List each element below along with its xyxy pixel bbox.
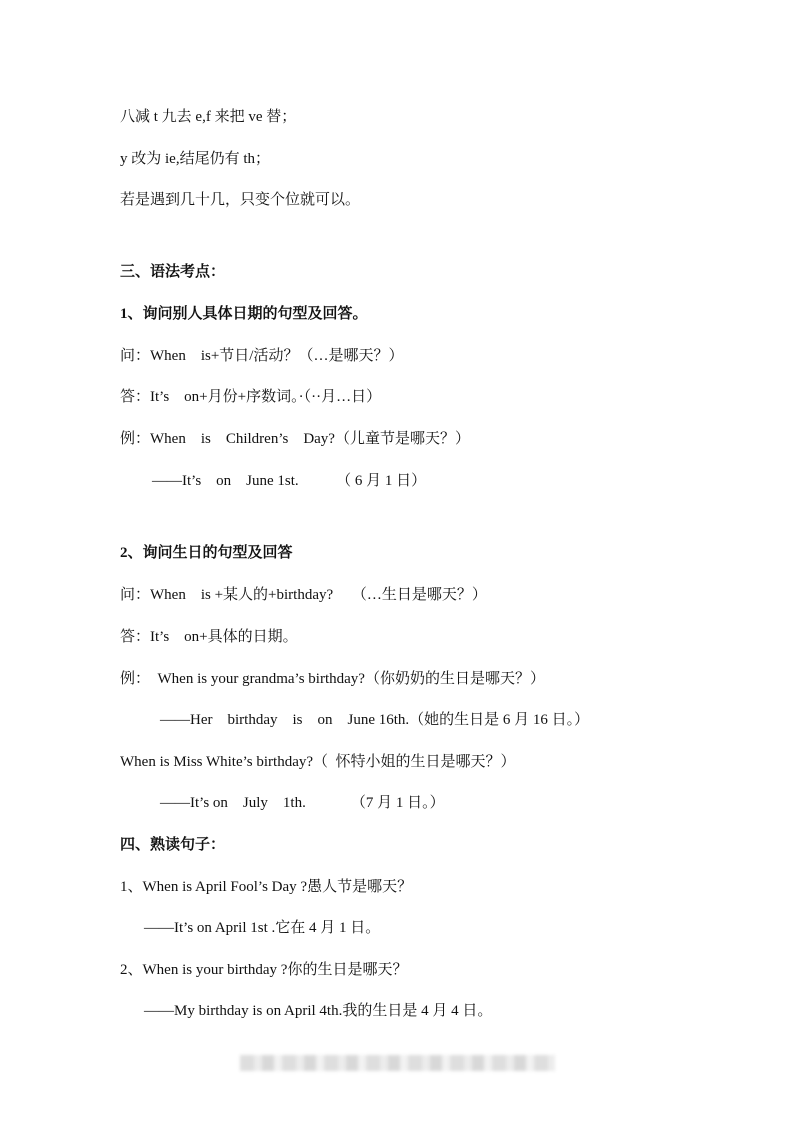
date-example-question: 例：When is Children’s Day?（儿童节是哪天？） [120,431,470,447]
sentence-1-answer: ——It’s on April 1st .它在 4 月 1 日。 [144,920,381,936]
subheading-date-question: 1、询问别人具体日期的句型及回答。 [120,306,368,322]
rule-line-3: 若是遇到几十几，只变个位就可以。 [120,192,361,208]
date-example-answer: ——It’s on June 1st. （ 6 月 1 日） [152,473,427,489]
birthday-question-pattern: 问：When is +某人的+birthday? （…生日是哪天？） [120,587,487,603]
sentence-2-question: 2、When is your birthday ?你的生日是哪天？ [120,962,408,978]
birthday-answer-pattern: 答：It’s on+具体的日期。 [120,629,298,645]
rule-line-1: 八减 t 九去 e,f 来把 ve 替； [120,109,297,125]
date-answer-pattern: 答：It’s on+月份+序数词。·（··月…日） [120,389,382,405]
sentence-2-answer: ——My birthday is on April 4th.我的生日是 4 月 4 日。 [144,1003,493,1019]
birthday-example-question-1: 例： When is your grandma’s birthday?（你奶奶的生日是哪天？） [120,671,545,687]
sentence-1-question: 1、When is April Fool’s Day ?愚人节是哪天？ [120,879,413,895]
birthday-example-question-2: When is Miss White’s birthday?（ 怀特小姐的生日是哪天？） [120,754,516,770]
section-heading-sentences: 四、熟读句子： [120,837,226,853]
subheading-birthday-question: 2、询问生日的句型及回答 [120,545,293,561]
section-heading-grammar: 三、语法考点： [120,264,226,280]
birthday-example-answer-1: ——Her birthday is on June 16th.（她的生日是 6 月 16 日。） [160,712,590,728]
rule-line-2: y 改为 ie,结尾仍有 th； [120,151,270,167]
blurred-watermark [240,1055,555,1071]
birthday-example-answer-2: ——It’s on July 1th. （7 月 1 日。） [160,795,445,811]
date-question-pattern: 问：When is+节日/活动？（…是哪天？） [120,348,404,364]
